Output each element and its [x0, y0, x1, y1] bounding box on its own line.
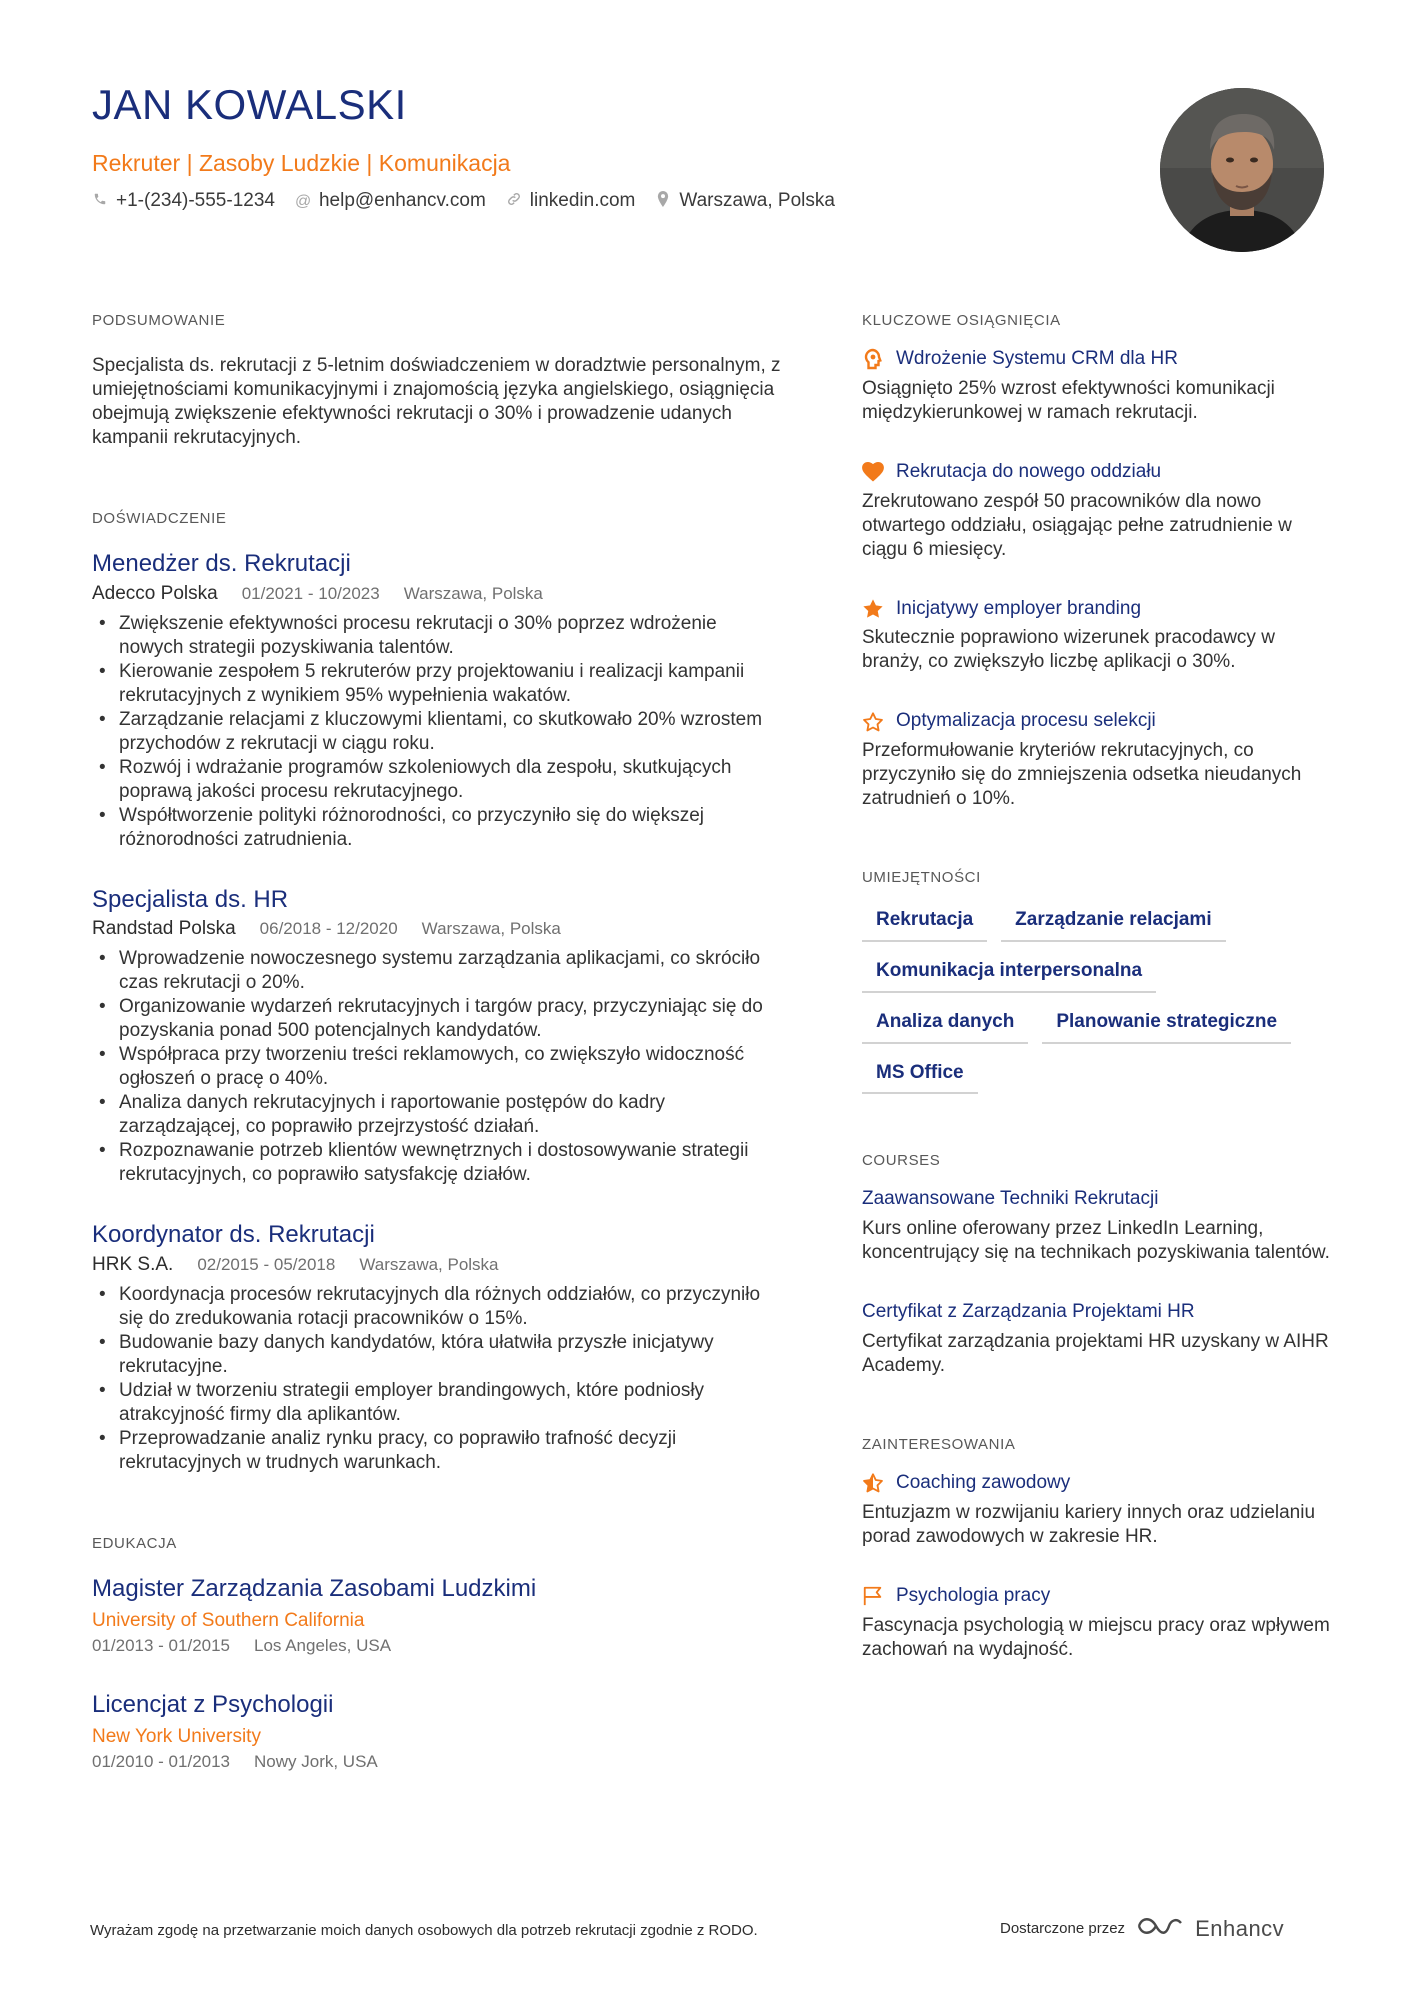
flag-icon [862, 1585, 884, 1607]
contact-linkedin[interactable] [506, 190, 636, 213]
education-entry [92, 1575, 782, 1657]
education-degree: Licencjat z Psychologii [92, 1690, 334, 1718]
at-icon: @ [294, 192, 312, 210]
job-location: Warszawa, Polska [359, 1254, 499, 1274]
education-entry [92, 1691, 782, 1773]
education-meta [92, 1636, 782, 1656]
job-company: Randstad Polska [92, 918, 236, 940]
job-meta [92, 1254, 782, 1277]
education-school: New York University [92, 1725, 261, 1747]
job-entry [92, 886, 782, 1188]
brand-name: Enhancv [1195, 1915, 1285, 1941]
contact-location [655, 190, 835, 213]
job-bullet: • Udział w tworzeniu strategii employer brandingowych, które podniosły atrakcyjność firmy dla aplikantów. [92, 1379, 782, 1427]
interest-title: Psychologia pracy [896, 1584, 1051, 1606]
education-dates: 01/2010 - 01/2013 [92, 1752, 231, 1772]
job-bullet: • Organizowanie wydarzeń rekrutacyjnych i targów pracy, przyczyniając się do pozyskania ponad 500 potencjalnych kandydatów. [92, 995, 782, 1043]
courses-heading: COURSES [862, 1152, 941, 1170]
job-company: HRK S.A. [92, 1253, 174, 1275]
achievement-item [862, 348, 1332, 425]
right-column [862, 312, 1332, 1662]
skill-tag: Rekrutacja [862, 909, 987, 942]
course-desc: Kurs online oferowany przez LinkedIn Learning, koncentrujący się na technikach pozyskiwania talentów. [862, 1218, 1330, 1264]
left-column [92, 312, 782, 1773]
education-degree: Magister Zarządzania Zasobami Ludzkimi [92, 1574, 537, 1602]
job-location: Warszawa, Polska [421, 919, 561, 939]
education-location: Nowy Jork, USA [254, 1752, 378, 1772]
job-bullet: • Współpraca przy tworzeniu treści reklamowych, co zwiększyło widoczność ogłoszeń o pracę o 40%. [92, 1043, 782, 1091]
job-title: Koordynator ds. Rekrutacji [92, 1221, 375, 1249]
job-bullet: • Budowanie bazy danych kandydatów, która ułatwiła przyszłe inicjatywy rekrutacyjne. [92, 1331, 782, 1379]
experience-heading: DOŚWIADCZENIE [92, 510, 227, 527]
course-title: Zaawansowane Techniki Rekrutacji [862, 1188, 1159, 1210]
achievement-item [862, 461, 1332, 562]
skills-heading: UMIEJĘTNOŚCI [862, 869, 981, 887]
enhancv-logo-icon [1137, 1914, 1183, 1943]
job-bullet: • Zarządzanie relacjami z kluczowymi klientami, co skutkowało 20% wzrostem przychodów z rekrutacji w ciągu roku. [92, 708, 782, 756]
heart-icon [862, 461, 884, 483]
education-heading: EDUKACJA [92, 1534, 177, 1552]
interest-item [862, 1585, 1332, 1662]
job-meta [92, 583, 782, 606]
course-desc: Certyfikat zarządzania projektami HR uzyskany w AIHR Academy. [862, 1330, 1329, 1376]
education-section [92, 1535, 782, 1773]
interests-heading: ZAINTERESOWANIA [862, 1435, 1016, 1453]
job-bullets [92, 612, 782, 852]
job-location: Warszawa, Polska [403, 583, 543, 603]
interest-head [862, 1585, 1332, 1608]
contact-email[interactable] [295, 190, 486, 213]
interest-item [862, 1472, 1332, 1549]
achievement-title: Inicjatywy employer branding [896, 597, 1142, 619]
star-filled-icon [862, 598, 884, 620]
star-outline-icon [862, 711, 884, 733]
achievement-head [862, 598, 1332, 621]
skills-list [862, 909, 1332, 1094]
job-bullet: • Wprowadzenie nowoczesnego systemu zarządzania aplikacjami, co skróciło czas rekrutacji o 20%. [92, 947, 782, 995]
candidate-tagline: Rekruter | Zasoby Ludzkie | Komunikacja [92, 150, 511, 177]
job-entry [92, 550, 782, 852]
course-item [862, 1188, 1332, 1265]
achievement-item [862, 598, 1332, 675]
job-bullet: • Zwiększenie efektywności procesu rekrutacji o 30% poprzez wdrożenie nowych strategii pozyskiwania talentów. [92, 612, 782, 660]
phone-icon [92, 192, 108, 211]
job-bullet: • Przeprowadzanie analiz rynku pracy, co poprawiło trafność decyzji rekrutacyjnych w trudnych warunkach. [92, 1427, 782, 1475]
achievement-head [862, 348, 1332, 371]
achievement-desc: Osiągnięto 25% wzrost efektywności komunikacji międzykierunkowej w ramach rekrutacji. [862, 377, 1275, 423]
job-bullet: • Rozwój i wdrażanie programów szkoleniowych dla zespołu, skutkujących poprawą jakości procesu rekrutacyjnego. [92, 756, 782, 804]
courses-section [862, 1152, 1332, 1378]
interest-title: Coaching zawodowy [896, 1471, 1071, 1493]
job-bullet: • Kierowanie zespołem 5 rekruterów przy projektowaniu i realizacji kampanii rekrutacyjnych z wynikiem 95% wypełnienia wakatów. [92, 660, 782, 708]
achievement-desc: Przeformułowanie kryteriów rekrutacyjnych, co przyczyniło się do zmniejszenia odsetka nieudanych zatrudnień o 10%. [862, 740, 1302, 810]
job-dates: 01/2021 - 10/2023 [241, 583, 380, 603]
job-title: Menedżer ds. Rekrutacji [92, 550, 351, 577]
achievement-desc: Zrekrutowano zespół 50 pracowników dla nowo otwartego oddziału, osiągając pełne zatrudnienie w ciągu 6 miesięcy. [862, 490, 1292, 560]
job-dates: 06/2018 - 12/2020 [259, 919, 398, 939]
job-bullets [92, 947, 782, 1187]
job-meta [92, 918, 782, 941]
gdpr-consent: Wyrażam zgodę na przetwarzanie moich danych osobowych dla potrzeb rekrutacji zgodnie z RODO. [90, 1922, 758, 1939]
education-meta [92, 1752, 782, 1772]
achievements-section [862, 312, 1332, 811]
job-bullet: • Współtworzenie polityki różnorodności, co przyczyniło się do większej różnorodności zatrudnienia. [92, 804, 782, 852]
contact-phone-text: +1-(234)-555-1234 [116, 189, 275, 211]
contact-email-text[interactable]: help@enhancv.com [318, 189, 486, 211]
achievement-desc: Skutecznie poprawiono wizerunek pracodawcy w branży, co zwiększyło liczbę aplikacji o 30%. [862, 627, 1275, 673]
skills-section [862, 869, 1332, 1094]
achievement-head [862, 710, 1332, 733]
interest-head [862, 1472, 1332, 1495]
job-bullet: • Analiza danych rekrutacyjnych i raportowanie postępów do kadry zarządzającej, co poprawiło przejrzystość działań. [92, 1091, 782, 1139]
job-company: Adecco Polska [92, 582, 218, 604]
job-entry [92, 1221, 782, 1475]
achievement-item [862, 710, 1332, 811]
job-title: Specjalista ds. HR [92, 885, 289, 913]
contact-list [92, 190, 1092, 213]
interest-desc: Entuzjazm w rozwijaniu kariery innych oraz udzielaniu porad zawodowych w zakresie HR. [862, 1501, 1316, 1547]
achievements-heading: KLUCZOWE OSIĄGNIĘCIA [862, 312, 1061, 329]
candidate-name: JAN KOWALSKI [92, 81, 407, 128]
experience-section [92, 510, 782, 1475]
job-bullets [92, 1283, 782, 1475]
lightbulb-head-icon [862, 348, 884, 370]
skill-tag: Planowanie strategiczne [1042, 1011, 1291, 1044]
powered-by-label: Dostarczone przez [1000, 1920, 1126, 1937]
skill-tag: Analiza danych [862, 1011, 1028, 1044]
link-icon [506, 191, 522, 212]
course-item [862, 1301, 1332, 1378]
achievement-title: Rekrutacja do nowego oddziału [896, 460, 1162, 482]
achievement-head [862, 461, 1332, 484]
education-location: Los Angeles, USA [254, 1636, 392, 1656]
contact-location-text: Warszawa, Polska [679, 189, 835, 211]
contact-linkedin-text[interactable]: linkedin.com [529, 189, 636, 211]
powered-by[interactable] [1000, 1914, 1284, 1943]
star-half-icon [862, 1472, 884, 1494]
job-bullet: • Koordynacja procesów rekrutacyjnych dla różnych oddziałów, co przyczyniło się do zredukowania rotacji pracowników o 15%. [92, 1283, 782, 1331]
contact-phone [92, 190, 275, 213]
job-dates: 02/2015 - 05/2018 [197, 1254, 336, 1274]
interests-section [862, 1436, 1332, 1662]
resume-header [92, 82, 1092, 213]
achievement-title: Optymalizacja procesu selekcji [896, 710, 1156, 732]
location-pin-icon [655, 191, 671, 212]
job-bullet: • Rozpoznawanie potrzeb klientów wewnętrznych i dostosowywanie strategii rekrutacyjnych, co poprawiło satysfakcję działów. [92, 1139, 782, 1187]
achievement-title: Wdrożenie Systemu CRM dla HR [896, 348, 1178, 369]
summary-section [92, 312, 782, 450]
course-title: Certyfikat z Zarządzania Projektami HR [862, 1301, 1195, 1323]
summary-text: Specjalista ds. rekrutacji z 5-letnim doświadczeniem w doradztwie personalnym, z umiejętnościami komunikacyjnymi i znajomością języka angielskiego, osiągnięcia obejmują zwiększenie efektywności rekrutacji o 30% i prowadzenie udanych kampanii rekrutacyjnych. [92, 355, 781, 448]
interest-desc: Fascynacja psychologią w miejscu pracy oraz wpływem zachowań na wydajność. [862, 1614, 1330, 1660]
skill-tag: Komunikacja interpersonalna [862, 960, 1156, 993]
education-school: University of Southern California [92, 1609, 365, 1631]
skill-tag: MS Office [862, 1062, 978, 1095]
profile-photo [1160, 88, 1324, 252]
skill-tag: Zarządzanie relacjami [1001, 909, 1225, 942]
education-dates: 01/2013 - 01/2015 [92, 1636, 231, 1656]
summary-heading: PODSUMOWANIE [92, 312, 226, 329]
